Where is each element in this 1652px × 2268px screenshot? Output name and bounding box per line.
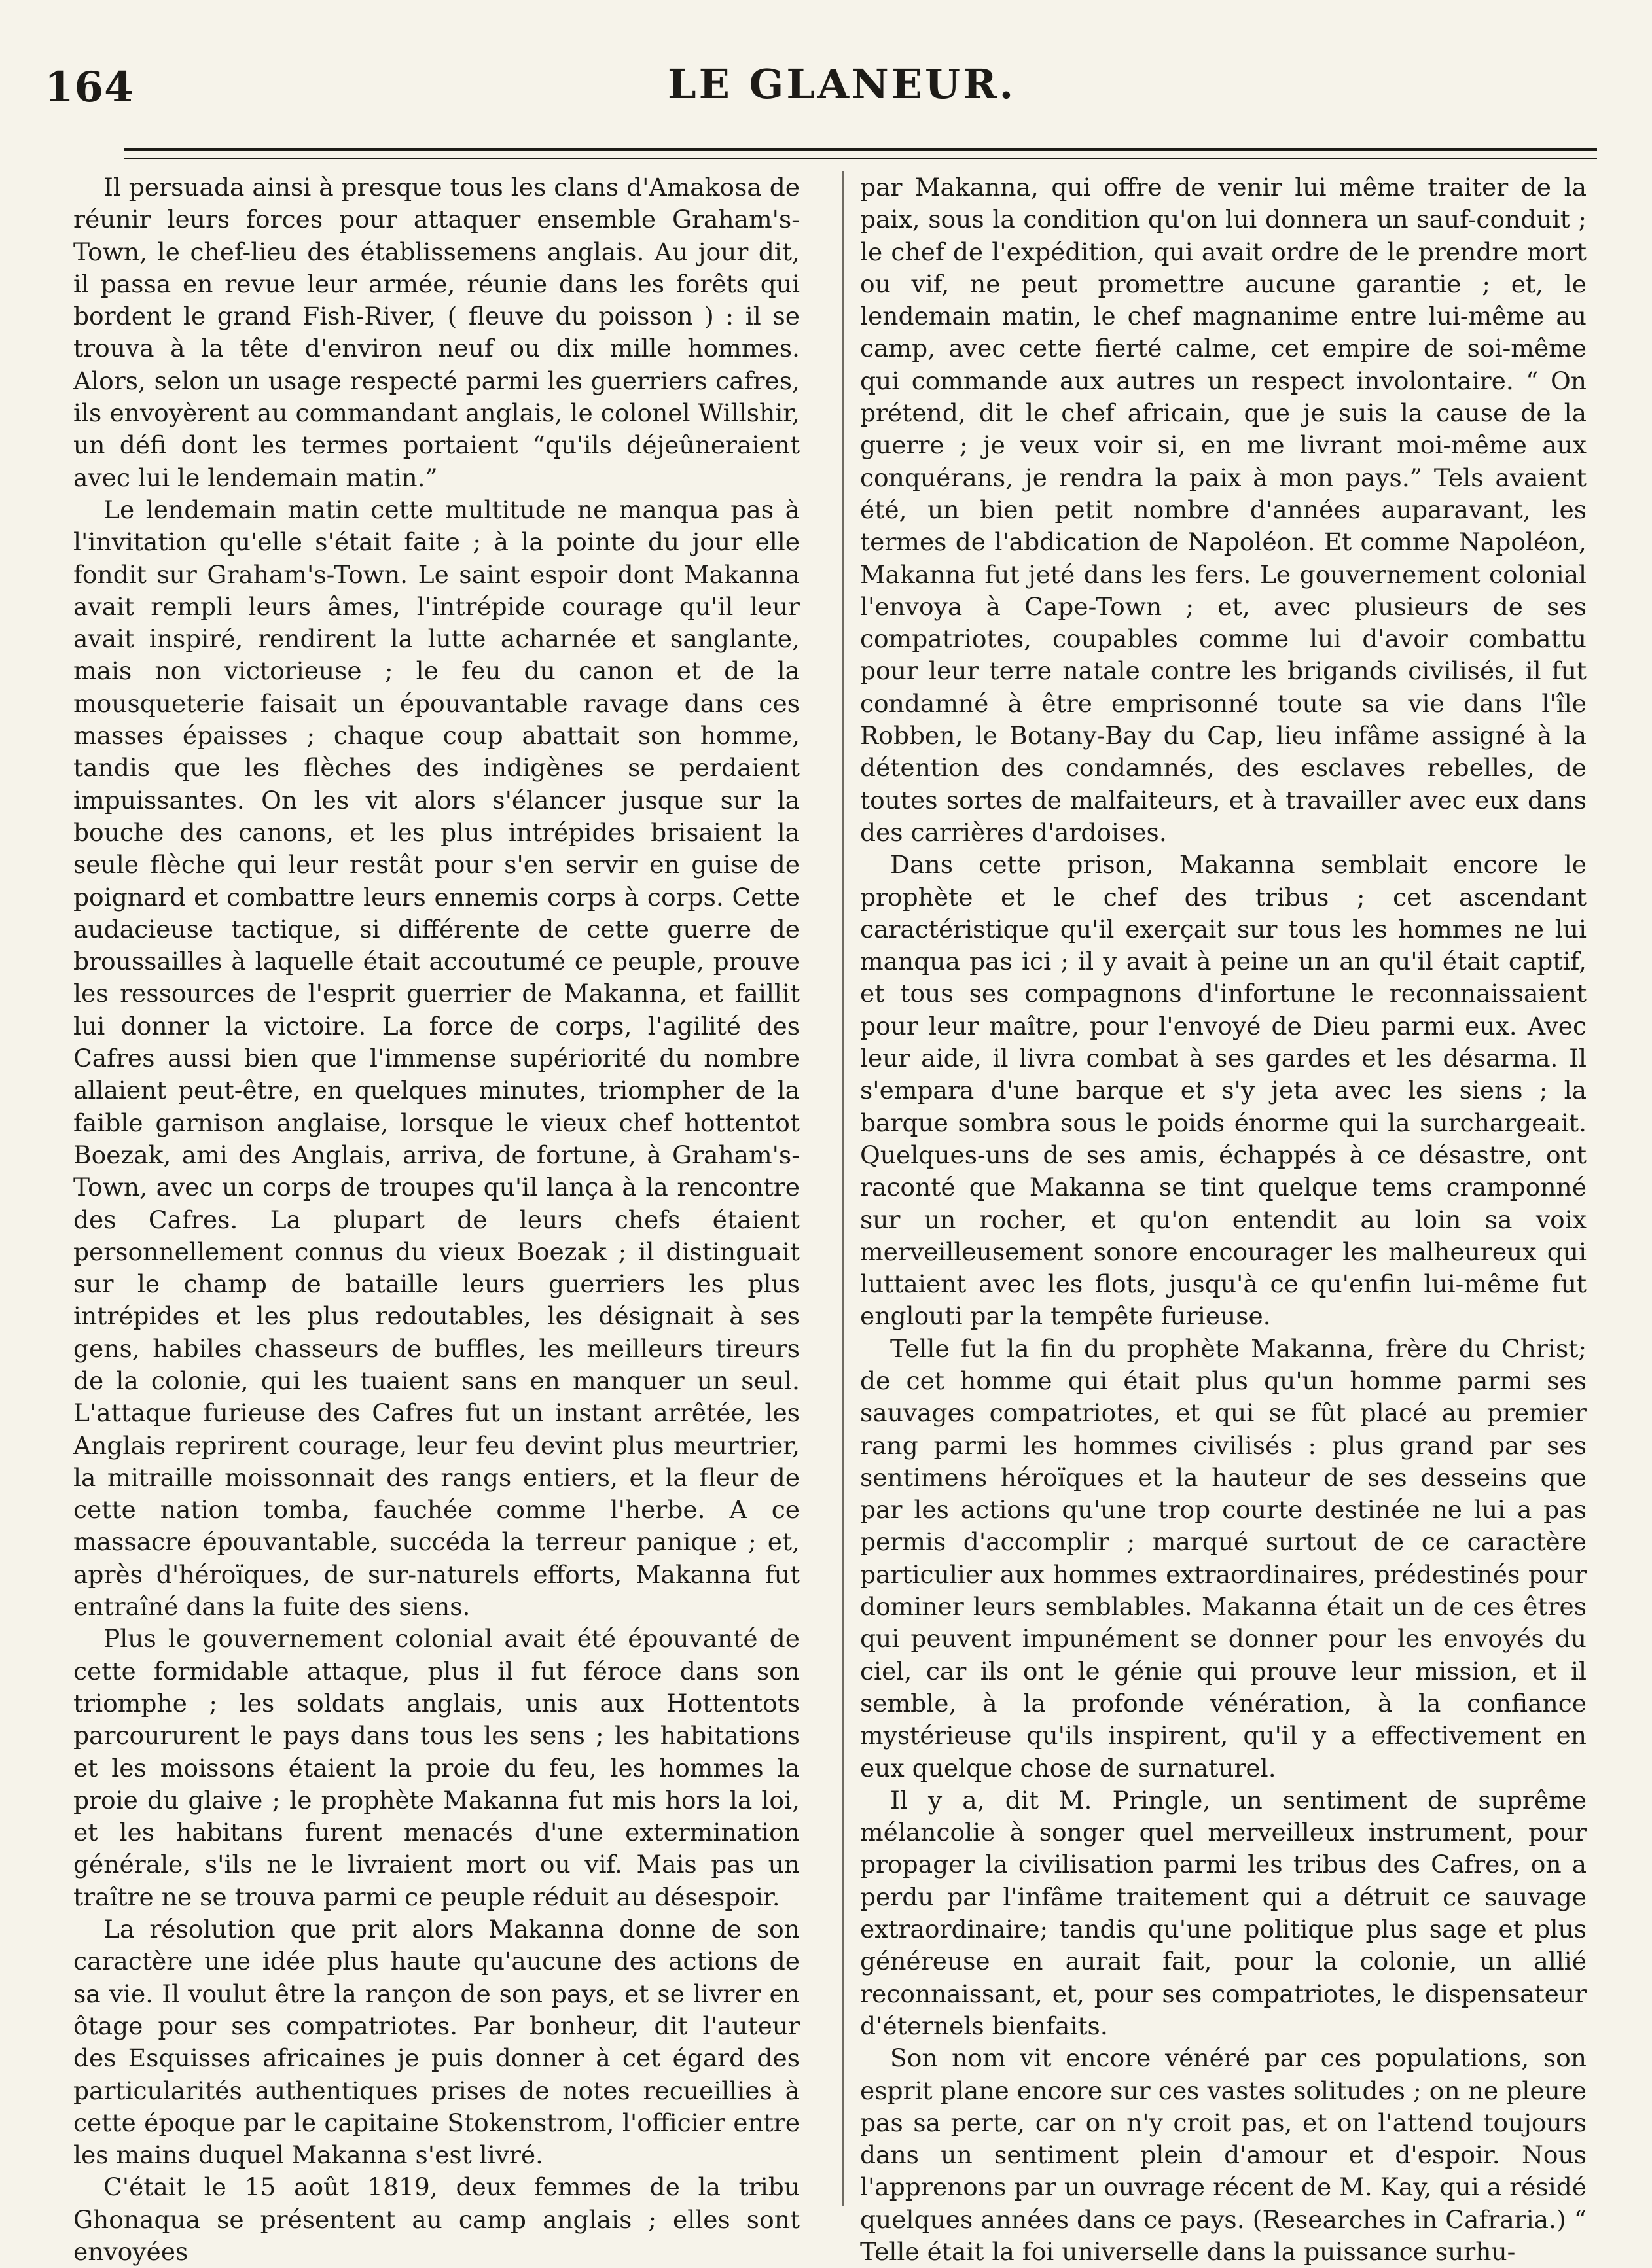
right-column xyxy=(860,171,1587,2266)
paragraph: Le lendemain matin cette multitude ne manqua pas à l'invitation qu'elle s'était faite ; à la pointe du jour elle fondit sur Graham's-Town. Le saint espoir dont Makanna avait rempli leurs âmes, l'intrépide courage qu'il leur avait inspiré, rendirent la lutte acharnée et sanglante, mais non victorieuse ; le feu du canon et de la mousqueterie faisait un épouvantable ravage dans ces masses épaisses ; chaque coup abattait son homme, tandis que les flèches des indigènes se perdaient impuissantes. On les vit alors s'élancer jusque sur la bouche des canons, et les plus intrépides brisaient la seule flèche qui leur restât pour s'en servir en guise de poignard et combattre leurs ennemis corps à corps. Cette audacieuse tactique, si différente de cette guerre de broussailles à laquelle était accoutumé ce peuple, prouve les ressources de l'esprit guerrier de Makanna, et faillit lui donner la victoire. La force de corps, l'agilité des Cafres aussi bien que l'immense supériorité du nombre allaient peut-être, en quelques minutes, triompher de la faible garnison anglaise, lorsque le vieux chef hottentot Boezak, ami des Anglais, arriva, de fortune, à Graham's-Town, avec un corps de troupes qu'il lança à la rencontre des Cafres. La plupart de leurs chefs étaient personnellement connus du vieux Boezak ; il distinguait sur le champ de bataille leurs guerriers les plus intrépides et les plus redoutables, les désignait à ses gens, habiles chasseurs de buffles, les meilleurs tireurs de la colonie, qui les tuaient sans en manquer un seul. L'attaque furieuse des Cafres fut un instant arrêtée, les Anglais reprirent courage, leur feu devint plus meurtrier, la mitraille moissonnait des rangs entiers, et la fleur de cette nation tomba, fauchée comme l'herbe. A ce massacre épouvantable, succéda la terreur panique ; et, après d'héroïques, de sur-naturels efforts, Makanna fut entraîné dans la fuite des siens. xyxy=(73,495,800,1621)
paragraph: Il persuada ainsi à presque tous les clans d'Amakosa de réunir leurs forces pour attaquer ensemble Graham's-Town, le chef-lieu des établissemens anglais. Au jour dit, il passa en revue leur armée, réunie dans les forêts qui bordent le grand Fish-River, ( fleuve du poisson ) : il se trouva à la tête d'environ neuf ou dix mille hommes. Alors, selon un usage respecté parmi les guerriers cafres, ils envoyèrent au commandant anglais, le colonel Willshir, un défi dont les termes portaient “qu'ils déjeûneraient avec lui le lendemain matin.” xyxy=(73,173,800,492)
header-rule xyxy=(124,148,1597,159)
paragraph: Il y a, dit M. Pringle, un sentiment de suprême mélancolie à songer quel merveilleux instrument, pour propager la civilisation parmi les tribus des Cafres, on a perdu par l'infâme traitement qui a détruit ce sauvage extraordinaire; tandis qu'une politique plus sage et plus généreuse en aurait fait, pour la colonie, un allié reconnaissant, et, pour ses compatriotes, le dispensateur d'éternels bienfaits. xyxy=(860,1785,1587,2040)
paragraph: Son nom vit encore vénéré par ces populations, son esprit plane encore sur ces vastes solitudes ; on ne pleure pas sa perte, car on n'y croit pas, et on l'attend toujours dans un sentiment plein d'amour et d'espoir. Nous l'apprenons par un ouvrage récent de M. Kay, qui a résidé quelques années dans ce pays. (Researches in Cafraria.) “ Telle était la foi universelle dans la puissance surhu- xyxy=(860,2044,1587,2266)
left-column xyxy=(73,171,800,2266)
paragraph: Plus le gouvernement colonial avait été épouvanté de cette formidable attaque, plus il fut féroce dans son triomphe ; les soldats anglais, unis aux Hottentots parcoururent le pays dans tous les sens ; les habitations et les moissons étaient la proie du feu, les hommes la proie du glaive ; le prophète Makanna fut mis hors la loi, et les habitans furent menacés d'une extermination générale, s'ils ne le livraient mort ou vif. Mais pas un traître ne se trouva parmi ce peuple réduit au désespoir. xyxy=(73,1624,800,1911)
page-number: 164 xyxy=(45,63,134,112)
paragraph: par Makanna, qui offre de venir lui même traiter de la paix, sous la condition qu'on lui donnera un sauf-conduit ; le chef de l'expédition, qui avait ordre de le prendre mort ou vif, ne peut promettre aucune garantie ; et, le lendemain matin, le chef magnanime entre lui-même au camp, avec cette fierté calme, cet empire de soi-même qui commande aux autres un respect involontaire. “ On prétend, dit le chef africain, que je suis la cause de la guerre ; je veux voir si, en me livrant moi-même aux conquérans, je rendra la paix à mon pays.” Tels avaient été, un bien petit nombre d'années auparavant, les termes de l'abdication de Napoléon. Et comme Napoléon, Makanna fut jeté dans les fers. Le gouvernement colonial l'envoya à Cape-Town ; et, avec plusieurs de ses compatriotes, coupables comme lui d'avoir combattu pour leur terre natale contre les brigands civilisés, il fut condamné à être emprisonné toute sa vie dans l'île Robben, le Botany-Bay du Cap, lieu infâme assigné à la détention des condamnés, des esclaves rebelles, de toutes sortes de malfaiteurs, et à travailler avec eux dans des carrières d'ardoises. xyxy=(860,173,1587,847)
paragraph: C'était le 15 août 1819, deux femmes de la tribu Ghonaqua se présentent au camp anglais ; elles sont envoyées xyxy=(73,2172,800,2266)
column-divider xyxy=(842,171,844,2206)
page-header xyxy=(0,0,1652,144)
journal-title: LE GLANEUR. xyxy=(668,60,1016,108)
paragraph: Telle fut la fin du prophète Makanna, frère du Christ; de cet homme qui était plus qu'un homme parmi ses sauvages compatriotes, et qui se fût placé au premier rang parmi les hommes civilisés : plus grand par ses sentimens héroïques et la hauteur de ses desseins que par les actions qu'une trop courte destinée ne lui a pas permis d'accomplir ; marqué surtout de ce caractère particulier aux hommes extraordinaires, prédestinés pour dominer leurs semblables. Makanna était un de ces êtres qui peuvent impunément se donner pour les envoyés du ciel, car ils ont le génie qui prouve leur mission, et il semble, à la profonde vénération, à la confiance mystérieuse qu'ils inspirent, qu'il y a effectivement en eux quelque chose de surnaturel. xyxy=(860,1334,1587,1782)
paragraph: Dans cette prison, Makanna semblait encore le prophète et le chef des tribus ; cet ascendant caractéristique qu'il exerçait sur tous les hommes ne lui manqua pas ici ; il y avait à peine un an qu'il était captif, et tous ses compagnons d'infortune le reconnaissaient pour leur maître, pour l'envoyé de Dieu parmi eux. Avec leur aide, il livra combat à ses gardes et les désarma. Il s'empara d'une barque et s'y jeta avec les siens ; la barque sombra sous le poids énorme qui la surchargeait. Quelques-uns de ses amis, échappés à ce désastre, ont raconté que Makanna se tint quelque tems cramponné sur un rocher, et qu'on entendit au loin sa voix merveilleusement sonore encourager les malheureux qui luttaient avec les flots, jusqu'à ce qu'enfin lui-même fut englouti par la tempête furieuse. xyxy=(860,850,1587,1331)
paragraph: La résolution que prit alors Makanna donne de son caractère une idée plus haute qu'aucune des actions de sa vie. Il voulut être la rançon de son pays, et se livrer en ôtage pour ses compatriotes. Par bonheur, dit l'auteur des Esquisses africaines je puis donner à cet égard des particularités authentiques prises de notes recueillies à cette époque par le capitaine Stokenstrom, l'officier entre les mains duquel Makanna s'est livré. xyxy=(73,1915,800,2170)
